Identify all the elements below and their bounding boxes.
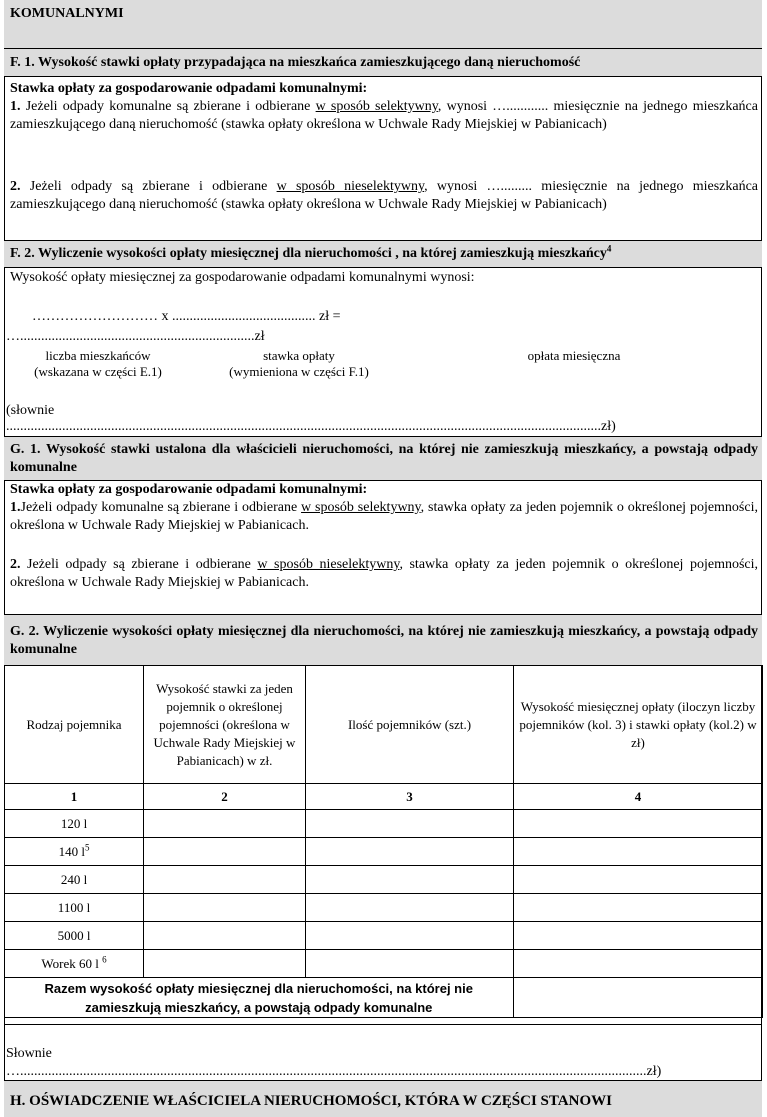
col-header-container-type: Rodzaj pojemnika	[5, 666, 144, 784]
fee-cell[interactable]	[514, 838, 763, 866]
col-number: 3	[306, 784, 514, 810]
section-g1-header	[4, 436, 762, 480]
table-number-row	[5, 784, 763, 810]
fee-cell[interactable]	[514, 950, 763, 978]
g2-slownie-label: Słownie	[6, 1046, 52, 1061]
f2-caption-fee: opłata miesięczna	[527, 348, 621, 363]
row-label: 1100 l	[5, 894, 144, 922]
f1-item-2: 2. Jeżeli odpady są zbierane i odbierane w sposób nieselektywny, wynosi …......... miesięcznie na jednego mieszkańca zamieszkującego daną nieruchomość (stawka opłaty określona w Uchwale Rady Miejskiej w Pabianicach)	[10, 179, 758, 212]
g1-title: G. 1. Wysokość stawki ustalona dla właścicieli nieruchomości, na której nie zamieszkują mieszkańcy, a powstają odpady komunalne	[10, 442, 758, 475]
f1-subtitle: Stawka opłaty za gospodarowanie odpadami komunalnymi:	[10, 81, 368, 96]
table-header-row	[5, 666, 763, 784]
table-row	[5, 810, 763, 838]
col-number: 2	[144, 784, 306, 810]
table-row	[5, 866, 763, 894]
g1-item-2: 2. Jeżeli odpady są zbierane i odbierane w sposób nieselektywny, stawka opłaty za jeden pojemnik o określonej pojemności, określona w Uchwale Rady Miejskiej w Pabianicach.	[10, 557, 759, 590]
table-row	[5, 950, 763, 978]
total-fee-cell[interactable]	[514, 978, 763, 1018]
f2-caption-residents: liczba mieszkańców (wskazana w części E.1)	[34, 348, 162, 379]
f2-result-line: …...................................................................zł	[6, 329, 265, 344]
col-header-monthly-fee: Wysokość miesięcznej opłaty (iloczyn liczby pojemników (kol. 3) i stawki opłaty (kol.2) w zł)	[514, 666, 763, 784]
section-g2-header	[4, 614, 762, 666]
table-row	[5, 894, 763, 922]
f2-title: F. 2. Wyliczenie wysokości opłaty miesięcznej dla nieruchomości , na której zamieszkują mieszkańcy$^4$	[10, 243, 612, 261]
section-f2-header	[4, 240, 762, 267]
row-label: 140 $l^5$	[5, 838, 144, 866]
section-h-header	[4, 1080, 762, 1117]
total-label: Razem wysokość opłaty miesięcznej dla nieruchomości, na której nie zamieszkują mieszkańcy, a powstają odpady komunalne	[5, 978, 514, 1018]
section-top	[4, 0, 762, 48]
col-number: 1	[5, 784, 144, 810]
count-cell[interactable]	[306, 866, 514, 894]
section-g1-body	[4, 480, 762, 614]
section-g2-slownie	[4, 1024, 762, 1080]
count-cell[interactable]	[306, 838, 514, 866]
row-label: 120 l	[5, 810, 144, 838]
fee-cell[interactable]	[514, 810, 763, 838]
rate-cell[interactable]	[144, 838, 306, 866]
col-number: 4	[514, 784, 763, 810]
count-cell[interactable]	[306, 950, 514, 978]
f2-intro: Wysokość opłaty miesięcznej za gospodarowanie odpadami komunalnymi wynosi:	[10, 270, 475, 285]
table-row	[5, 838, 763, 866]
f2-slownie-label: (słownie	[6, 403, 55, 418]
rate-cell[interactable]	[144, 810, 306, 838]
section-f1-header	[4, 48, 762, 76]
f1-title: F. 1. Wysokość stawki opłaty przypadająca na mieszkańca zamieszkującego daną nieruchomość	[10, 55, 581, 70]
section-f1-body	[4, 76, 762, 240]
count-cell[interactable]	[306, 810, 514, 838]
g2-table	[4, 665, 763, 1018]
col-header-rate: Wysokość stawki za jeden pojemnik o określonej pojemności (określona w Uchwale Rady Miejskiej w Pabianicach) w zł.	[144, 666, 306, 784]
f2-formula: ……………………… x ......................................... zł =	[32, 309, 341, 324]
rate-cell[interactable]	[144, 922, 306, 950]
row-label: Worek 60 l $^6$	[5, 950, 144, 978]
f2-slownie-line: ..........................................................................................................................................................................zł)	[6, 419, 616, 434]
g2-slownie-line: …...................................................................................................................................................................................zł)	[6, 1064, 662, 1079]
rate-cell[interactable]	[144, 894, 306, 922]
rate-cell[interactable]	[144, 950, 306, 978]
section-title: KOMUNALNYMI	[10, 6, 124, 21]
fee-cell[interactable]	[514, 894, 763, 922]
fee-cell[interactable]	[514, 866, 763, 894]
row-label: 5000 l	[5, 922, 144, 950]
count-cell[interactable]	[306, 922, 514, 950]
table-total-row	[5, 978, 763, 1018]
f1-item-1: 1. Jeżeli odpady komunalne są zbierane i odbierane w sposób selektywny, wynosi …............ miesięcznie na jednego mieszkańca zamieszkującego daną nieruchomość (stawka opłaty określona w Uchwale Rady Miejskiej w Pabianicach)	[10, 99, 758, 132]
g1-item-1: 1.Jeżeli odpady komunalne są zbierane i odbierane w sposób selektywny, stawka opłaty za jeden pojemnik o określonej pojemności, określona w Uchwale Rady Miejskiej w Pabianicach.	[10, 500, 758, 533]
table-row	[5, 922, 763, 950]
h-title: H. OŚWIADCZENIE WŁAŚCICIELA NIERUCHOMOŚCI, KTÓRA W CZĘŚCI STANOWI	[10, 1093, 612, 1109]
g2-title: G. 2. Wyliczenie wysokości opłaty miesięcznej dla nieruchomości, na której nie zamieszkują mieszkańcy, a powstają odpady komunalne	[10, 624, 758, 657]
f2-caption-rate: stawka opłaty (wymieniona w części F.1)	[229, 348, 369, 379]
col-header-count: Ilość pojemników (szt.)	[306, 666, 514, 784]
section-f2-body	[4, 267, 762, 436]
g1-subtitle: Stawka opłaty za gospodarowanie odpadami komunalnymi:	[10, 482, 368, 497]
count-cell[interactable]	[306, 894, 514, 922]
rate-cell[interactable]	[144, 866, 306, 894]
row-label: 240 l	[5, 866, 144, 894]
fee-cell[interactable]	[514, 922, 763, 950]
